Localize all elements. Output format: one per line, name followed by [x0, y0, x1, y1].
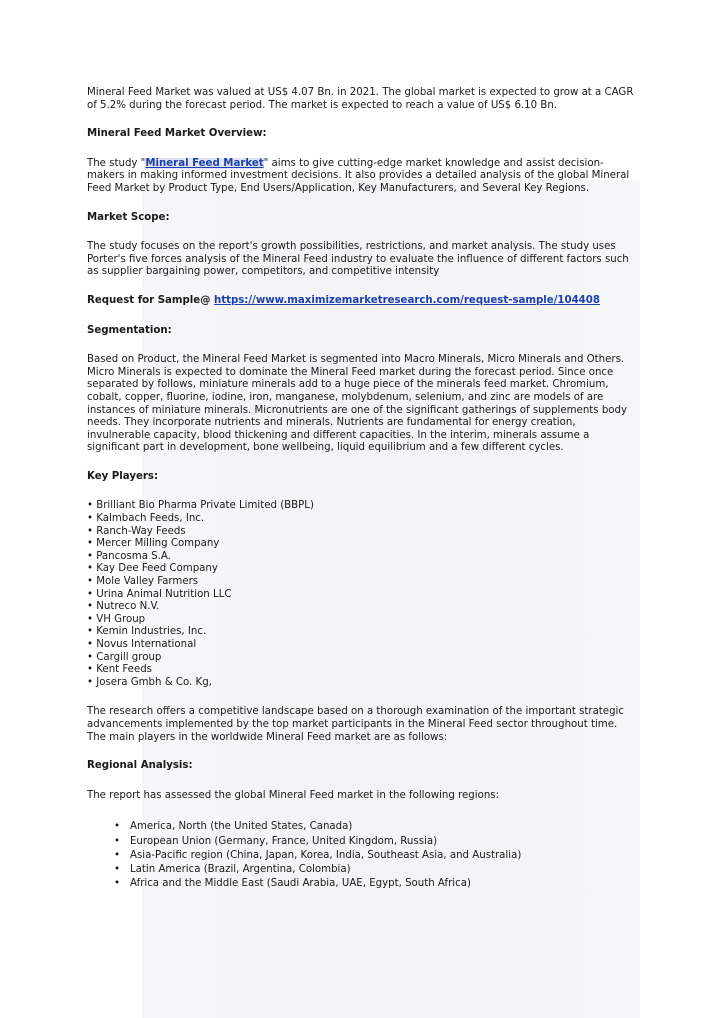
segmentation-paragraph: Based on Product, the Mineral Feed Market is segmented into Macro Minerals, Micro Minerals and Others. Micro Minerals is expected to dominate the Mineral Feed market during the forecast period. Since once separated by follows, miniature minerals add to a huge piece of the minerals feed market. Chromium, cobalt, copper, fluorine, iodine, iron, manganese, molybdenum, selenium, and zinc are models of are instances of miniature minerals. Micronutrients are one of the significant gatherings of supplements body needs. They incorporate nutrients and minerals. Nutrients are fundamental for energy creation, invulnerable capacity, blood thickening and different capacities. In the interim, minerals assume a significant part in development, bone wellbeing, liquid equilibrium and a few different cycles.	[87, 354, 628, 454]
region-text: Asia-Pacific region (China, Japan, Korea, India, Southeast Asia, and Australia)	[130, 849, 522, 861]
list-item: • VH Group	[87, 613, 146, 625]
bullet-icon: •	[114, 849, 121, 861]
list-item: • Brilliant Bio Pharma Private Limited (BBPL)	[87, 500, 314, 512]
bullet-icon: •	[114, 835, 121, 847]
regions-list	[87, 821, 635, 891]
request-sample-label: Request for Sample@	[87, 294, 214, 306]
key-players-heading: Key Players:	[87, 470, 159, 482]
list-item: • Nutreco N.V.	[87, 601, 160, 613]
overview-heading: Mineral Feed Market Overview:	[87, 128, 267, 140]
list-item: • Urina Animal Nutrition LLC	[87, 588, 232, 600]
mineral-feed-market-link[interactable]: Mineral Feed Market	[145, 157, 264, 169]
bullet-icon: •	[114, 821, 121, 833]
list-item: • Cargill group	[87, 651, 162, 663]
scope-heading: Market Scope:	[87, 211, 170, 223]
list-item	[87, 836, 635, 849]
landscape-paragraph: The research offers a competitive landscape based on a thorough examination of the important strategic advancements implemented by the top market participants in the Mineral Feed sector throughout time. The main players in the worldwide Mineral Feed market are as follows:	[87, 706, 624, 743]
list-item	[87, 821, 635, 834]
list-item: • Kay Dee Feed Company	[87, 563, 218, 575]
overview-paragraph	[87, 158, 635, 196]
key-players-list	[87, 500, 635, 689]
bullet-icon: •	[114, 878, 121, 890]
overview-text-after: " aims to give cutting-edge market knowledge and assist decision-makers in making informed investment decisions. It also provides a detailed analysis of the global Mineral Feed Market by Product Type, End Users/Application, Key Manufacturers, and Several Key Regions.	[87, 157, 630, 194]
scope-paragraph: The study focuses on the report's growth possibilities, restrictions, and market analysis. The study uses Porter's five forces analysis of the Mineral Feed industry to evaluate the influence of different factors such as supplier bargaining power, competitors, and competitive intensity	[87, 241, 629, 278]
segmentation-heading: Segmentation:	[87, 324, 172, 336]
overview-text-before: The study "	[87, 157, 146, 169]
list-item	[87, 878, 635, 891]
regional-heading: Regional Analysis:	[87, 760, 193, 772]
request-sample-line	[87, 295, 635, 308]
list-item: • Josera Gmbh & Co. Kg,	[87, 676, 212, 688]
list-item	[87, 850, 635, 863]
region-text: Latin America (Brazil, Argentina, Colombia)	[130, 864, 351, 876]
list-item: • Novus International	[87, 639, 197, 650]
intro-paragraph: Mineral Feed Market was valued at US$ 4.07 Bn. in 2021. The global market is expected to grow at a CAGR of 5.2% during the forecast period. The market is expected to reach a value of US$ 6.10 Bn.	[87, 87, 634, 111]
region-text: European Union (Germany, France, United Kingdom, Russia)	[130, 835, 438, 847]
region-text: Africa and the Middle East (Saudi Arabia, UAE, Egypt, South Africa)	[130, 878, 471, 890]
bullet-icon: •	[114, 864, 121, 876]
list-item: • Kemin Industries, Inc.	[87, 626, 207, 638]
list-item: • Kent Feeds	[87, 664, 152, 676]
list-item: • Ranch-Way Feeds	[87, 525, 186, 537]
list-item: • Pancosma S.A.	[87, 550, 171, 562]
list-item: • Mercer Milling Company	[87, 538, 220, 550]
regional-paragraph: The report has assessed the global Mineral Feed market in the following regions:	[87, 789, 500, 801]
list-item: • Kalmbach Feeds, Inc.	[87, 513, 205, 525]
region-text: America, North (the United States, Canada)	[130, 821, 353, 833]
request-sample-link[interactable]: https://www.maximizemarketresearch.com/request-sample/104408	[213, 294, 600, 306]
list-item	[87, 864, 635, 877]
list-item: • Mole Valley Farmers	[87, 576, 199, 588]
